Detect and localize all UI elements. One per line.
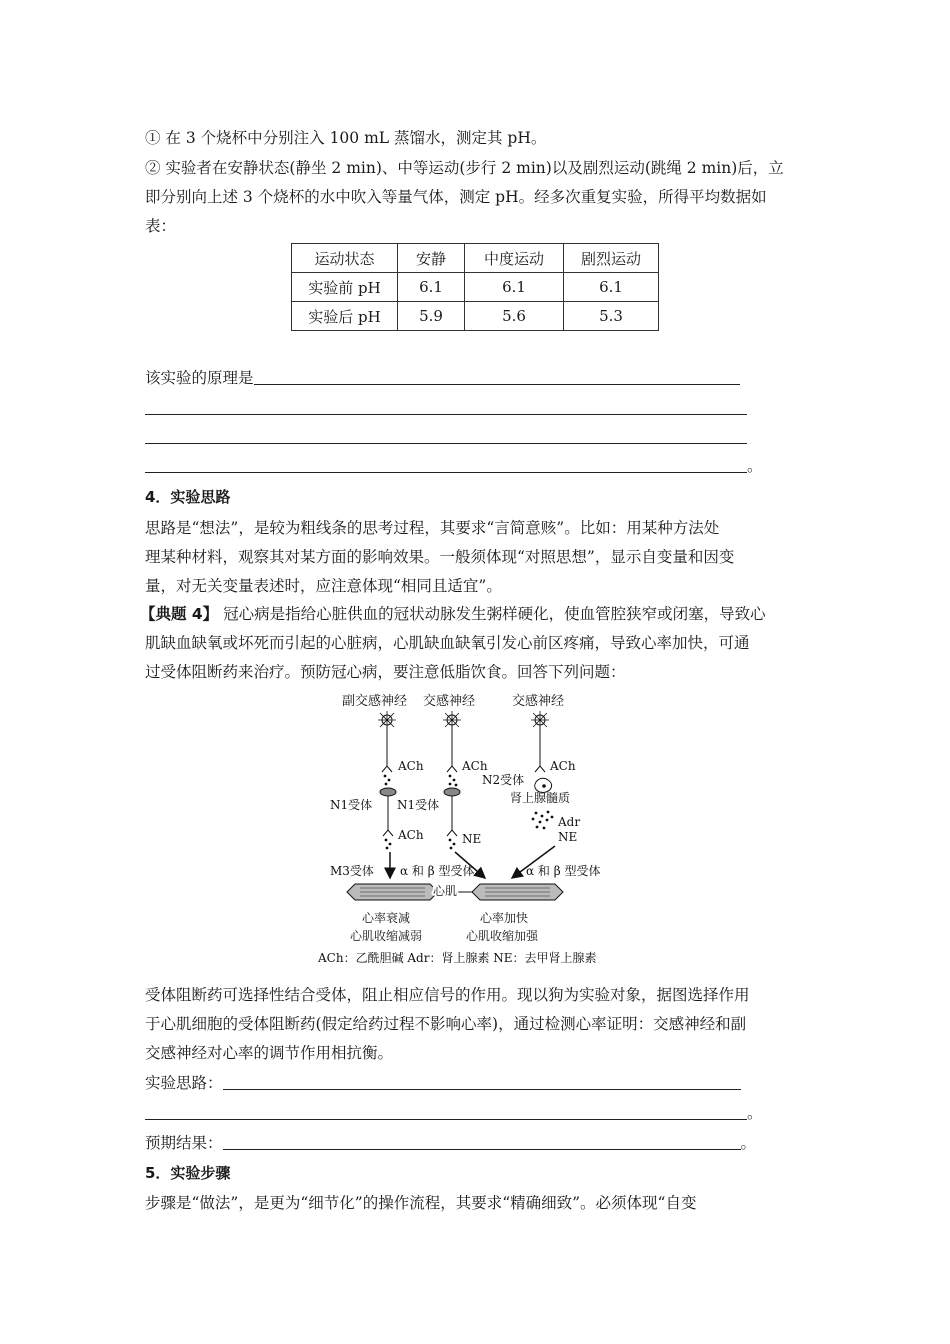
question-text-line2: 于心肌细胞的受体阻断药(假定给药过程不影响心率)，通过检测心率证明：交感神经和副 — [145, 1015, 747, 1033]
table-header-cell: 中度运动 — [465, 244, 564, 273]
table-header-cell: 安静 — [398, 244, 465, 273]
expected-result-label: 预期结果： — [145, 1134, 223, 1152]
experiment-idea-line1 — [145, 1073, 741, 1093]
principle-label: 该实验的原理是 — [145, 369, 254, 387]
expected-result-line — [145, 1133, 756, 1153]
n1-receptor-label: N1受体 — [397, 798, 440, 812]
answer-blank[interactable] — [145, 1103, 747, 1120]
example-text: 冠心病是指给心脏供血的冠状动脉发生粥样硬化，使血管腔狭窄或闭塞，导致心 — [218, 605, 766, 623]
nerve-heart-diagram — [300, 688, 630, 976]
table-cell: 5.3 — [564, 302, 659, 331]
contraction-strengthen-label: 心肌收缩加强 — [466, 929, 539, 943]
vesicle-dots — [384, 775, 458, 787]
example-tag: 【典题 4】 — [140, 605, 219, 623]
ne-label: NE — [558, 830, 578, 844]
principle-line1 — [145, 368, 740, 388]
section-heading-4: 4．实验思路 — [145, 488, 231, 506]
example-4-line2: 肌缺血缺氧或坏死而引起的心脏病，心肌缺血缺氧引发心前区疼痛，导致心率加快，可通 — [145, 634, 750, 652]
parasympathetic-label: 副交感神经 — [342, 694, 408, 709]
table-header-cell: 运动状态 — [292, 244, 398, 273]
alpha-beta-receptor-label: α 和 β 型受体 — [526, 864, 601, 878]
alpha-beta-receptor-label: α 和 β 型受体 — [400, 864, 475, 878]
sympathetic-label-1: 交感神经 — [423, 694, 476, 709]
table-cell: 6.1 — [398, 273, 465, 302]
table-cell: 5.6 — [465, 302, 564, 331]
principle-line4 — [145, 456, 763, 476]
answer-blank[interactable] — [254, 368, 740, 385]
step-2-text-line3: 表： — [145, 217, 177, 235]
answer-blank[interactable] — [145, 398, 747, 415]
figure-legend: ACh：乙酰胆碱 Adr：肾上腺素 NE：去甲肾上腺素 — [318, 951, 597, 965]
table-cell: 6.1 — [465, 273, 564, 302]
heart-rate-decrease-label: 心率衰减 — [362, 911, 411, 925]
n1-receptor-icon — [444, 788, 460, 796]
table-cell: 实验后 pH — [292, 302, 398, 331]
contraction-weaken-label: 心肌收缩减弱 — [350, 929, 423, 943]
ph-data-table — [291, 243, 659, 331]
adr-label: Adr — [558, 815, 581, 829]
ach-label: ACh — [398, 759, 424, 773]
heart-rate-increase-label: 心率加快 — [480, 911, 529, 925]
principle-line2 — [145, 398, 747, 418]
table-row — [292, 273, 659, 302]
answer-blank[interactable] — [223, 1133, 741, 1150]
example-4-line3: 过受体阻断药来治疗。预防冠心病，要注意低脂饮食。回答下列问题： — [145, 663, 626, 681]
step-2-text-line1: ② 实验者在安静状态(静坐 2 min)、中等运动(步行 2 min)以及剧烈运动(跳绳 2 min)后，立 — [145, 159, 784, 177]
experiment-idea-label: 实验思路： — [145, 1074, 223, 1092]
question-text-line3: 交感神经对心率的调节作用相抗衡。 — [145, 1044, 394, 1062]
example-4-line1 — [140, 604, 766, 624]
heart-muscle-label: 心肌 — [433, 884, 458, 898]
principle-line3 — [145, 427, 747, 447]
section-4-text-line1: 思路是“想法”，是较为粗线条的思考过程，其要求“言简意赅”。比如：用某种方法处 — [145, 519, 720, 537]
ach-label: ACh — [462, 759, 488, 773]
section-4-text-line2: 理某种材料，观察其对某方面的影响效果。一般须体现“对照思想”，显示自变量和因变 — [145, 548, 735, 566]
m3-receptor-label: M3受体 — [330, 864, 374, 878]
table-header-cell: 剧烈运动 — [564, 244, 659, 273]
heart-muscle-cell-icon — [347, 884, 438, 900]
n2-receptor-label: N2受体 — [482, 773, 525, 787]
n1-receptor-label: N1受体 — [330, 798, 373, 812]
table-row — [292, 302, 659, 331]
table-cell: 6.1 — [564, 273, 659, 302]
section-heading-5: 5．实验步骤 — [145, 1164, 231, 1182]
answer-blank[interactable] — [145, 427, 747, 444]
answer-blank[interactable] — [145, 456, 747, 473]
experiment-idea-line2 — [145, 1103, 763, 1123]
section-5-text-line1: 步骤是“做法”，是更为“细节化”的操作流程，其要求“精确细致”。必须体现“自变 — [145, 1194, 697, 1212]
step-2-text-line2: 即分别向上述 3 个烧杯的水中吹入等量气体，测定 pH。经多次重复实验，所得平均数据如 — [145, 188, 767, 206]
heart-muscle-cell-icon — [472, 884, 563, 900]
period: 。 — [747, 1104, 763, 1122]
n1-receptor-icon — [380, 788, 396, 796]
period: 。 — [747, 457, 763, 475]
adrenal-medulla-label: 肾上腺髓质 — [510, 791, 571, 805]
ach-label: ACh — [398, 828, 424, 842]
question-text-line1: 受体阻断药可选择性结合受体，阻止相应信号的作用。现以狗为实验对象，据图选择作用 — [145, 986, 750, 1004]
table-cell: 实验前 pH — [292, 273, 398, 302]
secretion-dots — [532, 811, 554, 830]
table-cell: 5.9 — [398, 302, 465, 331]
ach-label: ACh — [550, 759, 576, 773]
table-header-row — [292, 244, 659, 273]
period: 。 — [740, 1134, 757, 1152]
ne-label: NE — [462, 832, 482, 846]
step-1-text: ① 在 3 个烧杯中分别注入 100 mL 蒸馏水，测定其 pH。 — [145, 129, 547, 147]
sympathetic-label-2: 交感神经 — [512, 694, 565, 709]
section-4-text-line3: 量，对无关变量表述时，应注意体现“相同且适宜”。 — [145, 577, 502, 595]
answer-blank[interactable] — [223, 1073, 741, 1090]
